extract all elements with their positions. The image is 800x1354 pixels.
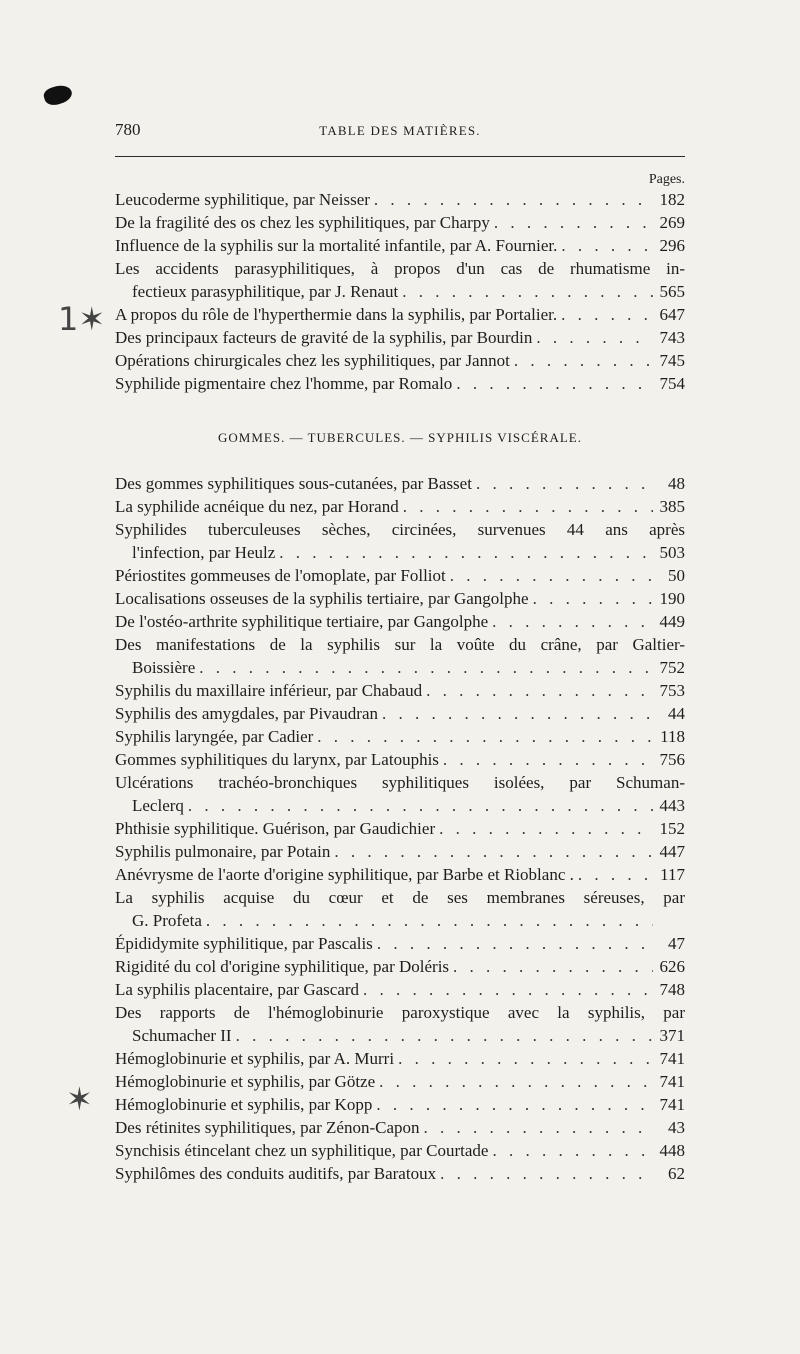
entry-page-number: 503 xyxy=(659,543,685,562)
section-heading: GOMMES. — TUBERCULES. — SYPHILIS VISCÉRALE. xyxy=(218,430,582,445)
entry-text-line xyxy=(115,188,685,211)
entry-title: Hémoglobinurie et syphilis, par Götze xyxy=(115,1072,376,1091)
entry-page-number: 741 xyxy=(659,1072,685,1091)
entry-text-line xyxy=(115,863,685,886)
pencil-annotation-mark: 1✶ xyxy=(58,300,106,338)
entry-text-line: Ulcérations trachéo-bronchiques syphilitiques isolées, par Schuman- xyxy=(115,773,685,792)
entry-page-number: 43 xyxy=(668,1118,685,1137)
header-rule xyxy=(115,156,685,157)
entry-page-number: 190 xyxy=(659,589,685,608)
toc-entry xyxy=(115,863,685,886)
entry-page-number: 753 xyxy=(659,681,685,700)
entry-page-number: 754 xyxy=(659,374,685,393)
dot-leader xyxy=(334,840,653,863)
toc-entry xyxy=(115,932,685,955)
dot-leader xyxy=(402,280,653,303)
entry-title: Syphilis du maxillaire inférieur, par Chabaud xyxy=(115,681,423,700)
entry-title: Rigidité du col d'origine syphilitique, par Doléris xyxy=(115,957,450,976)
entry-title: l'infection, par Heulz xyxy=(132,543,276,562)
toc-entry xyxy=(115,840,685,863)
toc-entry xyxy=(115,748,685,771)
toc-entry xyxy=(115,817,685,840)
toc-entry xyxy=(115,702,685,725)
entry-text-line xyxy=(115,679,685,702)
entry-title: A propos du rôle de l'hyperthermie dans la syphilis, par Portalier. xyxy=(115,305,558,324)
entry-title: De l'ostéo-arthrite syphilitique tertiaire, par Gangolphe xyxy=(115,612,489,631)
entry-text-line xyxy=(115,909,685,932)
entry-text-line xyxy=(115,587,685,610)
entry-text-line xyxy=(115,1070,685,1093)
toc-entry xyxy=(115,610,685,633)
running-title: TABLE DES MATIÈRES. xyxy=(319,123,481,138)
dot-leader xyxy=(443,748,653,771)
entry-text-line xyxy=(115,1093,685,1116)
toc-entry xyxy=(115,886,685,932)
entry-title: Syphilis laryngée, par Cadier xyxy=(115,727,314,746)
entry-text-line xyxy=(115,1024,685,1047)
dot-leader xyxy=(317,725,653,748)
entry-page-number: 748 xyxy=(659,980,685,999)
toc-entry xyxy=(115,349,685,372)
entry-title: Leclerq xyxy=(132,796,184,815)
entry-text-line xyxy=(115,303,685,326)
entry-page-number: 447 xyxy=(659,842,685,861)
entry-text-line: Les accidents parasyphilitiques, à propos d'un cas de rhumatisme in- xyxy=(115,259,685,278)
dot-leader xyxy=(424,1116,653,1139)
entry-page-number: 745 xyxy=(659,351,685,370)
entry-page-number: 448 xyxy=(659,1141,685,1160)
toc-entry xyxy=(115,188,685,211)
page-number: 780 xyxy=(115,120,141,139)
entry-page-number: 117 xyxy=(660,865,685,884)
entry-title: fectieux parasyphilitique, par J. Renaut xyxy=(132,282,399,301)
toc-entry xyxy=(115,495,685,518)
dot-leader xyxy=(377,932,653,955)
entry-text-line: Des manifestations de la syphilis sur la voûte du crâne, par Galtier- xyxy=(115,635,685,654)
entry-text-line xyxy=(115,211,685,234)
entry-title: Phthisie syphilitique. Guérison, par Gaudichier xyxy=(115,819,436,838)
toc-entry xyxy=(115,326,685,349)
entry-page-number: 626 xyxy=(659,957,685,976)
entry-text-line xyxy=(115,495,685,518)
entry-page-number: 443 xyxy=(659,796,685,815)
dot-leader xyxy=(363,978,653,1001)
entry-text-line xyxy=(115,725,685,748)
entry-page-number: 756 xyxy=(659,750,685,769)
toc-entry xyxy=(115,1093,685,1116)
entry-title: Des principaux facteurs de gravité de la syphilis, par Bourdin xyxy=(115,328,533,347)
dot-leader xyxy=(236,1024,653,1047)
dot-leader xyxy=(199,656,653,679)
entry-text-line xyxy=(115,702,685,725)
dot-leader xyxy=(578,863,653,886)
entry-page-number: 371 xyxy=(659,1026,685,1045)
dot-leader xyxy=(440,1162,653,1185)
entry-title: La syphilis placentaire, par Gascard xyxy=(115,980,360,999)
entry-text-line xyxy=(115,472,685,495)
entry-text-line xyxy=(115,1162,685,1185)
entry-title: Hémoglobinurie et syphilis, par Kopp xyxy=(115,1095,373,1114)
entry-page-number: 269 xyxy=(659,213,685,232)
toc-entry xyxy=(115,372,685,395)
dot-leader xyxy=(561,303,653,326)
dot-leader xyxy=(514,349,653,372)
dot-leader xyxy=(379,1070,653,1093)
entry-title: Opérations chirurgicales chez les syphilitiques, par Jannot xyxy=(115,351,510,370)
toc-entry xyxy=(115,771,685,817)
toc-entry xyxy=(115,564,685,587)
entry-title: Leucoderme syphilitique, par Neisser xyxy=(115,190,370,209)
dot-leader xyxy=(476,472,653,495)
entry-page-number: 565 xyxy=(659,282,685,301)
pages-column-label: Pages. xyxy=(648,172,685,187)
toc-entry xyxy=(115,1162,685,1185)
toc-entry xyxy=(115,587,685,610)
entry-title: Boissière xyxy=(132,658,196,677)
entry-text-line xyxy=(115,372,685,395)
entry-title: G. Profeta xyxy=(132,911,202,930)
entry-page-number: 44 xyxy=(668,704,685,723)
entry-text-line xyxy=(115,1116,685,1139)
entry-text-line xyxy=(115,280,685,303)
entry-text-line xyxy=(115,564,685,587)
toc-entry xyxy=(115,234,685,257)
entry-page-number: 118 xyxy=(660,727,685,746)
entry-title: Influence de la syphilis sur la mortalité infantile, par A. Fournier. xyxy=(115,236,558,255)
entry-title: Des gommes syphilitiques sous-cutanées, par Basset xyxy=(115,474,472,493)
entry-title: Gommes syphilitiques du larynx, par Latouphis xyxy=(115,750,439,769)
entry-page-number: 449 xyxy=(659,612,685,631)
entry-text-line xyxy=(115,349,685,372)
entry-title: Syphilômes des conduits auditifs, par Baratoux xyxy=(115,1164,437,1183)
entry-page-number: 385 xyxy=(659,497,685,516)
toc-entry xyxy=(115,679,685,702)
toc-entry xyxy=(115,211,685,234)
entry-text-line xyxy=(115,955,685,978)
entry-title: De la fragilité des os chez les syphilitiques, par Charpy xyxy=(115,213,490,232)
entry-title: Schumacher II xyxy=(132,1026,232,1045)
dot-leader xyxy=(456,372,653,395)
entry-text-line xyxy=(115,234,685,257)
entry-text-line xyxy=(115,748,685,771)
entry-title: Syphilis pulmonaire, par Potain xyxy=(115,842,331,861)
ink-blot xyxy=(42,82,74,108)
entry-text-line xyxy=(115,817,685,840)
entry-page-number: 48 xyxy=(668,474,685,493)
entry-text-line: Syphilides tuberculeuses sèches, circinées, survenues 44 ans après xyxy=(115,520,685,539)
toc-entry xyxy=(115,1001,685,1047)
entry-text-line xyxy=(115,794,685,817)
entry-page-number: 752 xyxy=(659,658,685,677)
dot-leader xyxy=(492,610,653,633)
entry-title: Anévrysme de l'aorte d'origine syphilitique, par Barbe et Rioblanc . xyxy=(115,865,574,884)
dot-leader xyxy=(398,1047,653,1070)
dot-leader xyxy=(439,817,653,840)
entry-title: Synchisis étincelant chez un syphilitique, par Courtade xyxy=(115,1141,489,1160)
dot-leader xyxy=(536,326,653,349)
dot-leader xyxy=(206,909,653,932)
entry-page-number: 741 xyxy=(659,1049,685,1068)
page-header xyxy=(115,120,685,150)
entry-page-number: 47 xyxy=(668,934,685,953)
toc-entry xyxy=(115,1139,685,1162)
entry-text-line xyxy=(115,978,685,1001)
entry-text-line: Des rapports de l'hémoglobinurie paroxystique avec la syphilis, par xyxy=(115,1003,685,1022)
entry-title: Des rétinites syphilitiques, par Zénon-Capon xyxy=(115,1118,420,1137)
toc-entry xyxy=(115,257,685,303)
pencil-annotation-mark: ✶ xyxy=(66,1080,93,1118)
dot-leader xyxy=(403,495,653,518)
toc-entry xyxy=(115,518,685,564)
toc-entry xyxy=(115,303,685,326)
entry-title: Syphilis des amygdales, par Pivaudran xyxy=(115,704,378,723)
entry-text-line xyxy=(115,326,685,349)
toc-entry xyxy=(115,978,685,1001)
toc-entry xyxy=(115,472,685,495)
entry-page-number: 182 xyxy=(659,190,685,209)
dot-leader xyxy=(492,1139,653,1162)
dot-leader xyxy=(453,955,653,978)
entry-text-line xyxy=(115,1047,685,1070)
entry-title: Périostites gommeuses de l'omoplate, par Folliot xyxy=(115,566,446,585)
dot-leader xyxy=(561,234,653,257)
dot-leader xyxy=(426,679,653,702)
entry-title: Localisations osseuses de la syphilis tertiaire, par Gangolphe xyxy=(115,589,529,608)
dot-leader xyxy=(188,794,653,817)
toc-entry xyxy=(115,1116,685,1139)
entry-text-line xyxy=(115,1139,685,1162)
dot-leader xyxy=(376,1093,653,1116)
dot-leader xyxy=(382,702,653,725)
entry-page-number: 743 xyxy=(659,328,685,347)
entry-text-line xyxy=(115,541,685,564)
entry-title: La syphilide acnéique du nez, par Horand xyxy=(115,497,399,516)
entry-page-number: 647 xyxy=(659,305,685,324)
entry-page-number: 62 xyxy=(668,1164,685,1183)
toc-entry xyxy=(115,1070,685,1093)
entry-text-line: La syphilis acquise du cœur et de ses membranes séreuses, par xyxy=(115,888,685,907)
entry-title: Syphilide pigmentaire chez l'homme, par Romalo xyxy=(115,374,453,393)
dot-leader xyxy=(494,211,653,234)
entry-text-line xyxy=(115,610,685,633)
entry-page-number: 296 xyxy=(659,236,685,255)
toc-entry xyxy=(115,725,685,748)
entry-text-line xyxy=(115,932,685,955)
dot-leader xyxy=(450,564,653,587)
dot-leader xyxy=(374,188,653,211)
toc-entry xyxy=(115,1047,685,1070)
toc-entry xyxy=(115,955,685,978)
entry-text-line xyxy=(115,840,685,863)
entry-text-line xyxy=(115,656,685,679)
entry-title: Hémoglobinurie et syphilis, par A. Murri xyxy=(115,1049,395,1068)
entry-page-number: 50 xyxy=(668,566,685,585)
toc-entry xyxy=(115,633,685,679)
dot-leader xyxy=(279,541,653,564)
entry-page-number: 152 xyxy=(659,819,685,838)
dot-leader xyxy=(533,587,653,610)
entry-title: Épididymite syphilitique, par Pascalis xyxy=(115,934,373,953)
entry-page-number: 741 xyxy=(659,1095,685,1114)
